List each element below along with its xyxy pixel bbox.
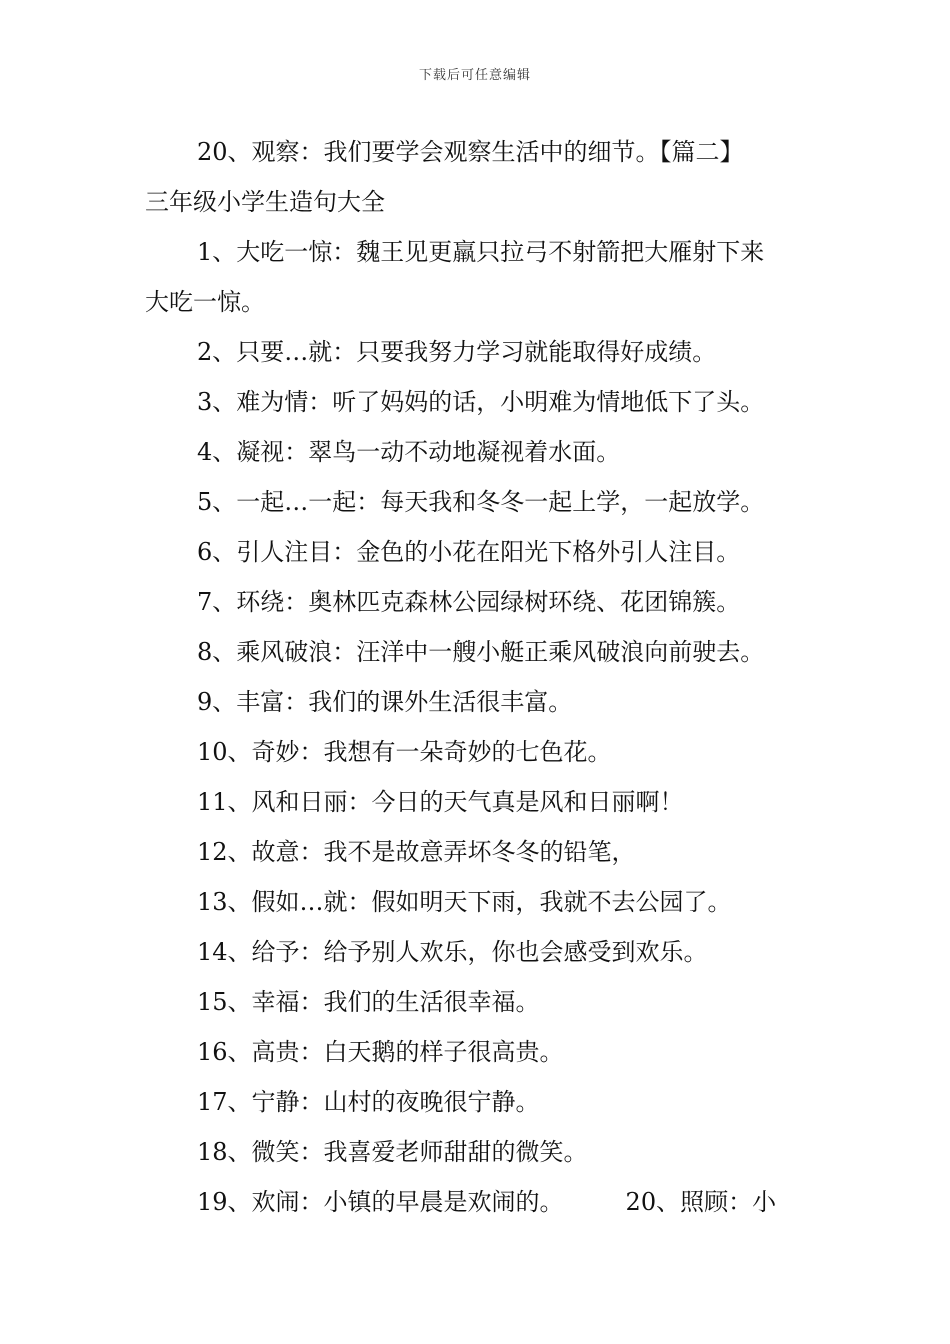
paragraph-line: 7、环绕：奥林匹克森林公园绿树环绕、花团锦簇。 <box>197 588 741 616</box>
paragraph-line: 10、奇妙：我想有一朵奇妙的七色花。 <box>197 738 612 766</box>
paragraph-line: 18、微笑：我喜爱老师甜甜的微笑。 <box>197 1138 588 1166</box>
paragraph-line: 13、假如…就：假如明天下雨，我就不去公园了。 <box>197 888 732 916</box>
paragraph-line: 11、风和日丽：今日的天气真是风和日丽啊！ <box>197 788 684 816</box>
page-header: 下载后可任意编辑 <box>418 68 531 83</box>
paragraph-line: 15、幸福：我们的生活很幸福。 <box>197 988 540 1016</box>
paragraph-line: 20、观察：我们要学会观察生活中的细节。【篇二】 <box>197 138 744 166</box>
paragraph-line: 8、乘风破浪：汪洋中一艘小艇正乘风破浪向前驶去。 <box>197 638 765 666</box>
paragraph-line-last <box>145 1177 810 1227</box>
paragraph-line: 9、丰富：我们的课外生活很丰富。 <box>197 688 573 716</box>
paragraph-line: 12、故意：我不是故意弄坏冬冬的铅笔， <box>197 838 636 866</box>
paragraph-line: 3、难为情：听了妈妈的话，小明难为情地低下了头。 <box>197 388 765 416</box>
paragraph-line: 5、一起…一起：每天我和冬冬一起上学，一起放学。 <box>197 488 765 516</box>
sentence-19: 19、欢闹：小镇的早晨是欢闹的。 <box>197 1188 564 1216</box>
paragraph-line: 16、高贵：白天鹅的样子很高贵。 <box>197 1038 564 1066</box>
paragraph-line: 17、宁静：山村的夜晚很宁静。 <box>197 1088 540 1116</box>
document-body <box>145 127 810 1227</box>
sentence-20-partial: 20、照顾：小 <box>625 1188 777 1216</box>
section-title: 三年级小学生造句大全 <box>145 188 385 216</box>
paragraph-line: 6、引人注目：金色的小花在阳光下格外引人注目。 <box>197 538 741 566</box>
paragraph-line: 4、凝视：翠鸟一动不动地凝视着水面。 <box>197 438 621 466</box>
paragraph-line: 2、只要…就：只要我努力学习就能取得好成绩。 <box>197 338 717 366</box>
paragraph-line: 14、给予：给予别人欢乐，你也会感受到欢乐。 <box>197 938 708 966</box>
paragraph-line: 1、大吃一惊：魏王见更羸只拉弓不射箭把大雁射下来 <box>197 238 765 266</box>
paragraph-line: 大吃一惊。 <box>145 288 265 316</box>
